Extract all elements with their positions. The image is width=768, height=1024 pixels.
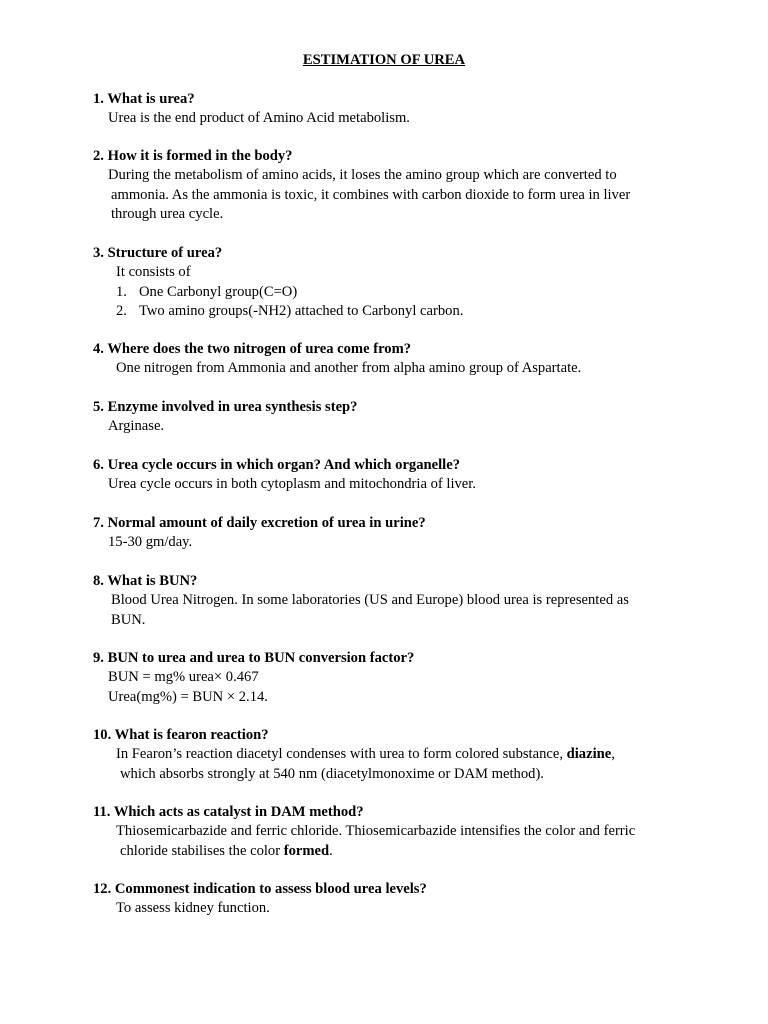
answer-8-line-1: Blood Urea Nitrogen. In some laboratories (US and Europe) blood urea is represented as xyxy=(111,592,629,609)
question-6: 6. Urea cycle occurs in which organ? And which organelle? xyxy=(93,457,460,473)
qa-item-2 xyxy=(93,147,693,224)
qa-item-6 xyxy=(93,456,693,495)
answer-7-line-1: 15-30 gm/day. xyxy=(108,534,193,551)
list-item-number: 2. xyxy=(116,302,127,319)
answer-2-line-3: through urea cycle. xyxy=(111,205,224,222)
answer-12-line-1: To assess kidney function. xyxy=(116,900,270,917)
answer-10-text: In Fearon’s reaction diacetyl condenses with urea to form colored substance, xyxy=(116,746,567,763)
answer-9-line-1: BUN = mg% urea× 0.467 xyxy=(108,669,259,686)
list-item-text: Two amino groups(-NH2) attached to Carbonyl carbon. xyxy=(139,302,464,319)
qa-item-3 xyxy=(93,244,693,321)
answer-6-line-1: Urea cycle occurs in both cytoplasm and mitochondria of liver. xyxy=(108,476,476,493)
answer-1-line-1: Urea is the end product of Amino Acid metabolism. xyxy=(108,110,410,127)
question-11: 11. Which acts as catalyst in DAM method? xyxy=(93,804,364,820)
answer-2-line-1: During the metabolism of amino acids, it loses the amino group which are converted to xyxy=(108,167,617,184)
qa-item-5 xyxy=(93,398,693,437)
answer-11-punct: . xyxy=(329,842,333,859)
qa-item-10 xyxy=(93,726,693,784)
question-1: 1. What is urea? xyxy=(93,91,195,107)
question-8: 8. What is BUN? xyxy=(93,573,198,589)
answer-9-line-2: Urea(mg%) = BUN × 2.14. xyxy=(108,688,268,705)
answer-10-line-2: which absorbs strongly at 540 nm (diacetylmonoxime or DAM method). xyxy=(120,765,544,782)
answer-11-bold-term: formed xyxy=(283,842,330,859)
answer-10-bold-term: diazine xyxy=(566,746,612,763)
structure-list xyxy=(93,283,693,322)
answer-10-line-1 xyxy=(93,745,693,764)
qa-item-4 xyxy=(93,340,693,379)
list-item-text: One Carbonyl group(C=O) xyxy=(139,283,298,300)
question-5: 5. Enzyme involved in urea synthesis step? xyxy=(93,399,358,415)
answer-11-line-2 xyxy=(93,842,693,861)
question-4: 4. Where does the two nitrogen of urea come from? xyxy=(93,341,412,357)
answer-5-line-1: Arginase. xyxy=(108,418,165,435)
question-2: 2. How it is formed in the body? xyxy=(93,148,293,164)
answer-3-line-1: It consists of xyxy=(116,264,191,281)
question-10: 10. What is fearon reaction? xyxy=(93,727,269,743)
answer-8-line-2: BUN. xyxy=(111,611,146,628)
answer-11-text: chloride stabilises the color xyxy=(120,842,284,859)
list-item-number: 1. xyxy=(116,283,127,300)
list-item xyxy=(93,302,693,321)
question-3: 3. Structure of urea? xyxy=(93,245,223,261)
answer-11-line-1: Thiosemicarbazide and ferric chloride. Thiosemicarbazide intensifies the color and ferric xyxy=(116,823,636,840)
qa-item-7 xyxy=(93,514,693,553)
qa-item-12 xyxy=(93,880,693,919)
question-12: 12. Commonest indication to assess blood urea levels? xyxy=(93,881,427,897)
page-title: ESTIMATION OF UREA xyxy=(302,52,466,68)
answer-10-punct: , xyxy=(611,746,615,763)
question-9: 9. BUN to urea and urea to BUN conversion factor? xyxy=(93,650,415,666)
answer-4-line-1: One nitrogen from Ammonia and another from alpha amino group of Aspartate. xyxy=(116,360,582,377)
question-7: 7. Normal amount of daily excretion of urea in urine? xyxy=(93,515,426,531)
qa-item-8 xyxy=(93,572,693,630)
answer-2-line-2: ammonia. As the ammonia is toxic, it combines with carbon dioxide to form urea in liver xyxy=(111,186,631,203)
qa-item-9 xyxy=(93,649,693,707)
qa-item-1 xyxy=(93,90,693,129)
qa-item-11 xyxy=(93,803,693,861)
list-item xyxy=(93,283,693,302)
